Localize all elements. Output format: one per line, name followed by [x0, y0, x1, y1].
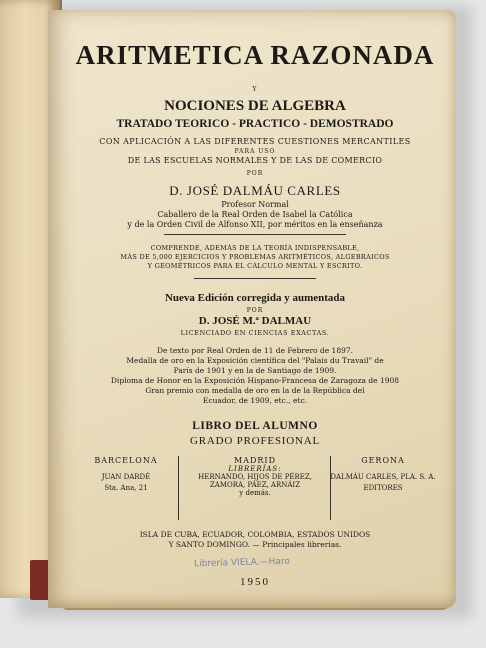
bookseller-stamp: Librería VIELA.—Haro: [193, 556, 290, 570]
publisher-line: DALMÁU CARLES, PLA. S. A.: [330, 473, 436, 481]
book-title: ARITMETICA RAZONADA: [75, 40, 435, 70]
contents-line-1: COMPRENDE, ADEMÁS DE LA TEORÍA INDISPENSABLE,: [150, 244, 360, 252]
author-role-1: Profesor Normal: [221, 200, 289, 209]
schools-line: DE LAS ESCUELAS NORMALES Y DE LAS DE COMERCIO: [127, 156, 383, 165]
city-name: MADRID: [234, 456, 276, 465]
contents-line-3: Y GEOMÉTRICOS PARA EL CÁLCULO MENTAL Y ESCRITO.: [147, 262, 363, 270]
publisher-line: JUAN DARDÉ: [101, 473, 151, 481]
publisher-address: Sta. Ana, 21: [104, 484, 148, 492]
publisher-barcelona: [74, 456, 178, 492]
by-label: POR: [246, 170, 264, 177]
city-name: GERONA: [361, 456, 405, 465]
conjunction-y: Y: [252, 86, 258, 93]
publisher-line: y demás.: [239, 489, 271, 497]
publisher-line: HERNANDO, HIJOS DE PÉREZ,: [198, 473, 312, 481]
grade-label: GRADO PROFESIONAL: [189, 435, 321, 447]
author-role-2: Caballero de la Real Orden de Isabel la Católica: [157, 210, 353, 219]
book-subtitle: NOCIONES DE ALGEBRA: [164, 98, 346, 114]
author-name: D. JOSÉ DALMÁU CARLES: [169, 183, 341, 198]
application-line: CON APLICACIÓN A LAS DIFERENTES CUESTIONES MERCANTILES: [99, 137, 411, 146]
para-uso: PARA USO: [234, 148, 276, 155]
publisher-line: ZAMORA, PÁEZ, ARNÁIZ: [209, 481, 301, 489]
publisher-madrid: [180, 456, 330, 497]
contents-line-2: MÁS DE 5,000 EJERCICIOS Y PROBLEMAS ARITMÉTICOS, ALGEBRAICOS: [120, 253, 390, 261]
student-book-label: LIBRO DEL ALUMNO: [192, 420, 318, 432]
publication-year: 1950: [240, 576, 270, 588]
second-author-degree: LICENCIADO EN CIENCIAS EXACTAS.: [180, 329, 330, 337]
award-line-5: Gran premio con medalla de oro en la de la República del: [145, 386, 365, 395]
edition-line: Nueva Edición corregida y aumentada: [164, 292, 346, 304]
author-role-3: y de la Orden Civil de Alfonso XII, por méritos en la enseñanza: [127, 220, 383, 229]
city-name: BARCELONA: [94, 456, 158, 465]
column-divider: [178, 456, 179, 520]
distribution-line-1: ISLA DE CUBA, ECUADOR, COLOMBIA, ESTADOS UNIDOS: [139, 530, 371, 539]
divider: [164, 234, 346, 235]
second-author-name: D. JOSÉ M.ª DALMAU: [198, 315, 312, 327]
publisher-gerona: [330, 456, 436, 492]
award-line-6: Ecuador, de 1909, etc., etc.: [202, 396, 308, 405]
divider: [194, 278, 316, 279]
award-line-3: París de 1901 y en la de Santiago de 1909.: [173, 366, 337, 375]
publisher-line: EDITORES: [363, 484, 403, 492]
bookshops-label: LIBRERÍAS:: [228, 465, 282, 473]
award-line-2: Medalla de oro en la Exposición científica del "Palais du Travail" de: [126, 356, 384, 365]
distribution-line-2: Y SANTO DOMINGO. — Principales librerías.: [168, 540, 342, 549]
by-label: POR: [246, 307, 264, 314]
award-line-4: Diploma de Honor en la Exposición Hispano-Francesa de Zaragoza de 1908: [110, 376, 400, 385]
treatise-line: TRATADO TEORICO - PRACTICO - DEMOSTRADO: [116, 118, 394, 130]
award-line-1: De texto por Real Orden de 11 de Febrero de 1897.: [156, 346, 354, 355]
